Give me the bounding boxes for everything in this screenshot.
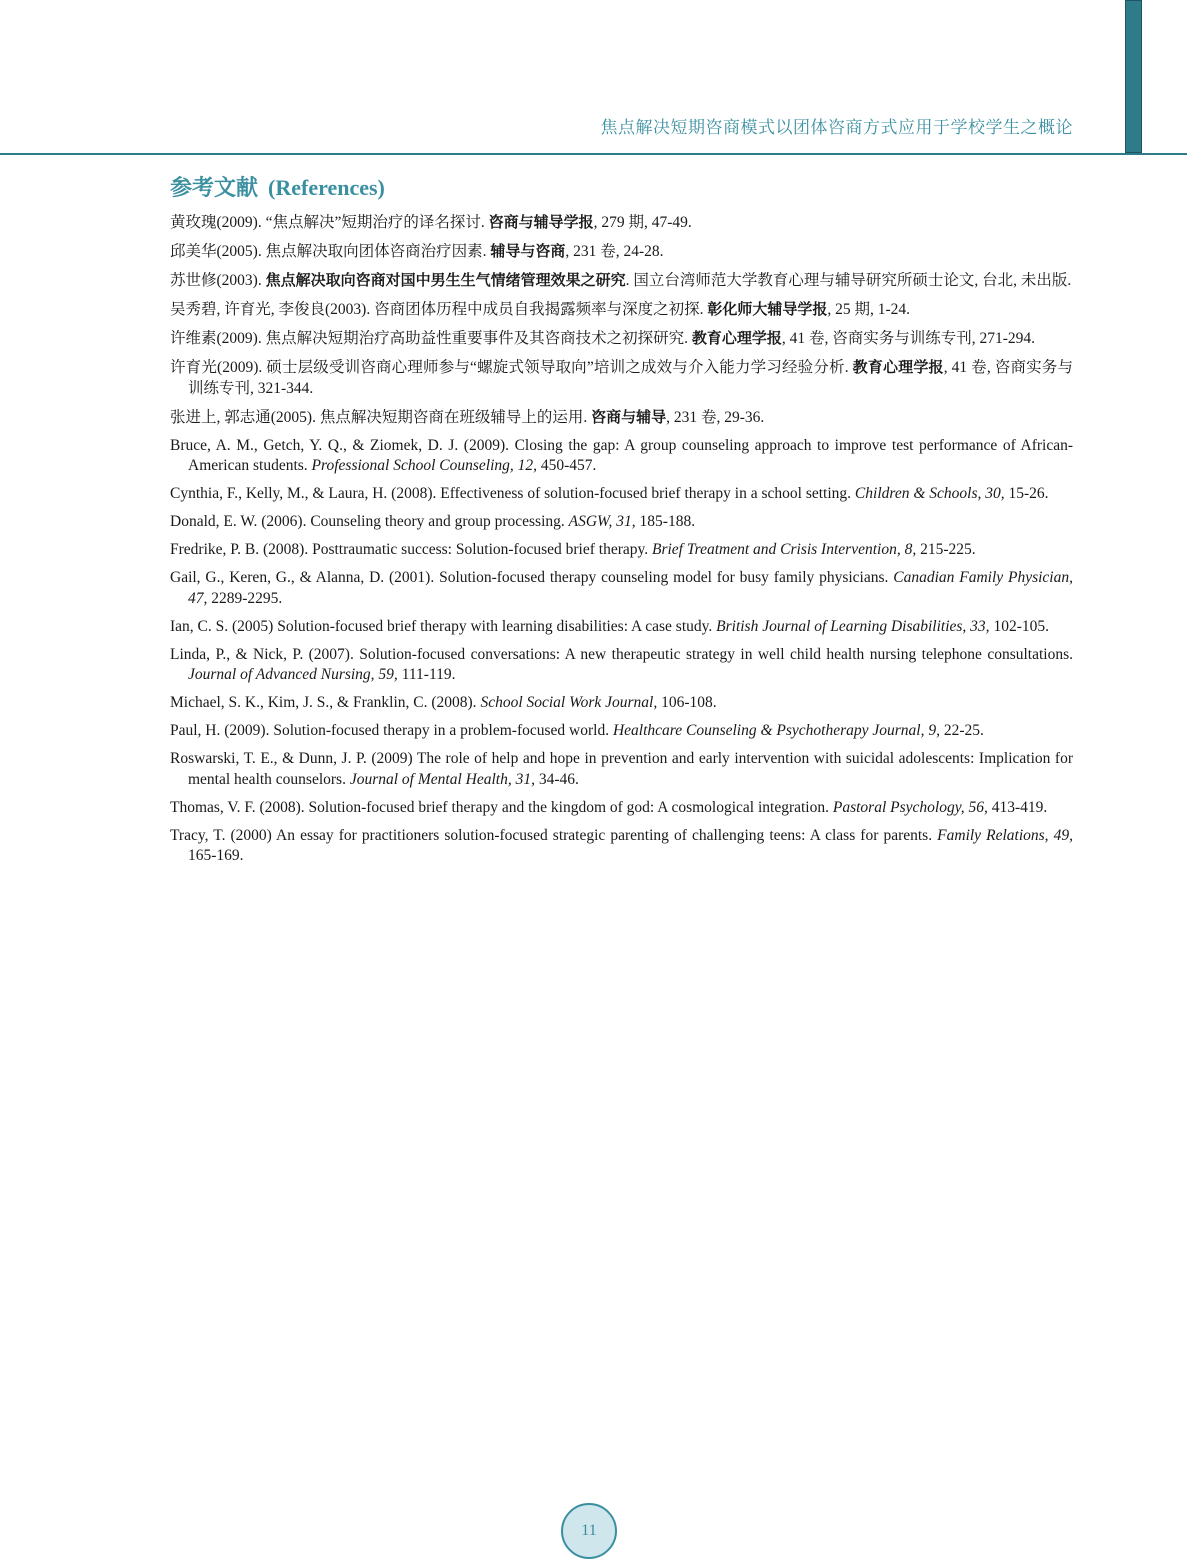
ref-journal: Family Relations, 49, xyxy=(937,826,1074,844)
ref-pages: 15-26. xyxy=(1004,485,1049,502)
ref-source: 教育心理学报 xyxy=(852,358,944,376)
header-rule xyxy=(0,153,1187,155)
ref-journal: Children & Schools, 30, xyxy=(854,485,1005,502)
ref-text: Fredrike, P. B. (2008). Posttraumatic success: Solution-focused brief therapy. xyxy=(170,541,652,558)
running-header: 焦点解决短期咨商模式以团体咨商方式应用于学校学生之概论 xyxy=(600,118,1073,137)
ref-source: 焦点解决取向咨商对国中男生生气情绪管理效果之研究 xyxy=(265,271,626,289)
ref-pages: , 231 卷, 29-36. xyxy=(666,408,765,426)
reference-item xyxy=(170,407,1073,429)
reference-item xyxy=(170,721,1073,742)
reference-item xyxy=(170,270,1073,292)
ref-source: 辅导与咨商 xyxy=(490,242,566,260)
ref-journal: Journal of Mental Health, 31, xyxy=(349,770,535,788)
page-number-badge xyxy=(561,1503,617,1559)
reference-item xyxy=(170,693,1073,714)
reference-item xyxy=(170,512,1073,533)
ref-text: Tracy, T. (2000) An essay for practitioners solution-focused strategic parenting of challenging teens: A class for parents. xyxy=(170,826,938,844)
ref-pages: . 国立台湾师范大学教育心理与辅导研究所硕士论文, 台北, 未出版. xyxy=(625,272,1072,289)
ref-journal: British Journal of Learning Disabilities, 33, xyxy=(716,617,990,635)
ref-journal: School Social Work Journal, xyxy=(480,694,658,711)
ref-pages: 102-105. xyxy=(989,617,1049,635)
ref-pages: , 41 卷, 咨商实务与训练专刊, 321-344. xyxy=(188,359,1073,397)
reference-item xyxy=(170,826,1073,867)
ref-pages: 413-419. xyxy=(987,798,1048,816)
reference-item xyxy=(170,436,1073,477)
ref-text: Donald, E. W. (2006). Counseling theory and group processing. xyxy=(170,513,569,530)
ref-text: Thomas, V. F. (2008). Solution-focused brief therapy and the kingdom of god: A cosmological integration. xyxy=(170,798,833,816)
ref-text: Michael, S. K., Kim, J. S., & Franklin, C. (2008). xyxy=(170,694,481,711)
reference-item xyxy=(170,357,1073,399)
references-heading-zh: 参考文献 xyxy=(170,175,259,200)
ref-pages: 2289-2295. xyxy=(207,589,283,607)
reference-item xyxy=(170,617,1073,638)
ref-text: Linda, P., & Nick, P. (2007). Solution-focused conversations: A new therapeutic strategy in well child health nursing telephone consultations. xyxy=(170,645,1073,663)
reference-item xyxy=(170,540,1073,561)
reference-item xyxy=(170,484,1073,505)
ref-pages: , 279 期, 47-49. xyxy=(593,214,692,231)
ref-text: 许维素(2009). 焦点解决短期治疗高助益性重要事件及其咨商技术之初探研究. xyxy=(170,330,692,347)
reference-list xyxy=(170,212,1073,874)
reference-item xyxy=(170,299,1073,321)
ref-pages: 185-188. xyxy=(635,513,696,530)
ref-text: Cynthia, F., Kelly, M., & Laura, H. (2008). Effectiveness of solution-focused brief therapy in a school setting. xyxy=(170,485,855,502)
ref-journal: Professional School Counseling, 12, xyxy=(311,457,538,474)
ref-source: 彰化师大辅导学报 xyxy=(707,300,828,318)
references-heading xyxy=(170,171,385,202)
ref-text: Paul, H. (2009). Solution-focused therapy in a problem-focused world. xyxy=(170,722,613,739)
ref-pages: , 41 卷, 咨商实务与训练专刊, 271-294. xyxy=(781,330,1036,347)
reference-item xyxy=(170,749,1073,790)
ref-text: Bruce, A. M., Getch, Y. Q., & Ziomek, D. J. (2009). Closing the gap: A group counseling approach to improve test performance of African-American students. xyxy=(170,436,1073,474)
ref-pages: 22-25. xyxy=(939,722,984,739)
ref-source: 咨商与辅导学报 xyxy=(488,213,594,231)
ref-pages: 215-225. xyxy=(916,541,976,558)
ref-journal: ASGW, 31, xyxy=(568,513,636,530)
ref-pages: 34-46. xyxy=(534,770,579,788)
ref-source: 教育心理学报 xyxy=(691,329,782,347)
page-number: 11 xyxy=(581,1522,597,1539)
reference-item xyxy=(170,328,1073,350)
ref-text: Ian, C. S. (2005) Solution-focused brief therapy with learning disabilities: A case study. xyxy=(170,617,717,635)
reference-item xyxy=(170,798,1073,819)
references-heading-en: (References) xyxy=(268,175,385,200)
header-side-bar xyxy=(1125,0,1142,153)
ref-journal: Canadian Family Physician, 47, xyxy=(188,569,1073,607)
ref-journal: Pastoral Psychology, 56, xyxy=(832,798,988,816)
reference-item xyxy=(170,568,1073,609)
ref-pages: 106-108. xyxy=(657,694,717,711)
ref-pages: , 25 期, 1-24. xyxy=(827,301,911,318)
ref-text: 邱美华(2005). 焦点解决取向团体咨商治疗因素. xyxy=(170,243,491,260)
ref-text: 张进上, 郭志通(2005). 焦点解决短期咨商在班级辅导上的运用. xyxy=(170,408,592,426)
ref-pages: 165-169. xyxy=(188,847,244,864)
ref-pages: 111-119. xyxy=(397,666,456,683)
ref-text: 许育光(2009). 硕士层级受训咨商心理师参与“螺旋式领导取向”培训之成效与介入能力学习经验分析. xyxy=(170,359,853,376)
ref-text: 苏世修(2003). xyxy=(170,272,266,289)
reference-item xyxy=(170,645,1073,686)
ref-text: Roswarski, T. E., & Dunn, J. P. (2009) The role of help and hope in prevention and early intervention with suicidal adolescents: Implication for mental health counselors. xyxy=(170,750,1073,788)
ref-pages: 450-457. xyxy=(537,457,597,474)
reference-item xyxy=(170,212,1073,234)
ref-text: 吴秀碧, 许育光, 李俊良(2003). 咨商团体历程中成员自我揭露频率与深度之初探. xyxy=(170,301,708,318)
ref-journal: Journal of Advanced Nursing, 59, xyxy=(188,666,398,683)
ref-text: Gail, G., Keren, G., & Alanna, D. (2001). Solution-focused therapy counseling model for busy family physicians. xyxy=(170,569,894,586)
ref-source: 咨商与辅导 xyxy=(591,407,667,426)
ref-journal: Brief Treatment and Crisis Intervention, 8, xyxy=(651,541,917,558)
ref-journal: Healthcare Counseling & Psychotherapy Journal, 9, xyxy=(612,722,940,739)
reference-item xyxy=(170,241,1073,263)
ref-text: 黄玫瑰(2009). “焦点解决”短期治疗的译名探讨. xyxy=(170,214,489,231)
ref-pages: , 231 卷, 24-28. xyxy=(565,243,664,260)
